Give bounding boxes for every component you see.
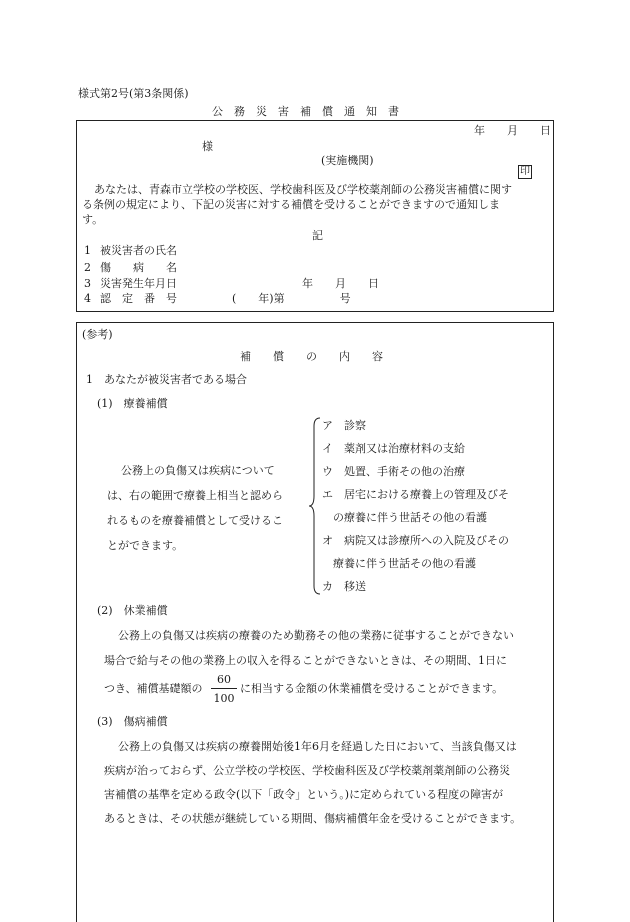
reference-label: (参考) xyxy=(82,328,113,341)
item-label: 傷 病 名 xyxy=(100,261,177,274)
sec1-list-item: の療養に伴う世話その他の看護 xyxy=(322,511,487,524)
notice-body-line1: あなたは、青森市立学校の学校医、学校歯科医及び学校薬剤師の公務災害補償に関す xyxy=(94,183,512,196)
item-label: 被災害者の氏名 xyxy=(100,244,177,257)
sec2-line: 公務上の負傷又は疾病の療養のため勤務その他の業務に従事することができない xyxy=(118,629,514,642)
sec1-left-line: 公務上の負傷又は疾病について xyxy=(121,464,275,477)
fraction-denominator: 100 xyxy=(213,692,235,705)
notice-date-line: 年 月 日 xyxy=(474,124,551,137)
sec1-list-item: エ 居宅における療養上の管理及びそ xyxy=(322,488,509,501)
sec3-line: 害補償の基準を定める政令(以下「政令」という。)に定められている程度の障害が xyxy=(104,788,504,801)
item-label: 災害発生年月日 xyxy=(100,277,177,290)
sec1-list-item: オ 病院又は診療所への入院及びその xyxy=(322,534,509,547)
item-no: 4 xyxy=(84,292,91,305)
curly-brace-icon xyxy=(308,416,322,596)
sec1-list-item: ウ 処置、手術その他の治療 xyxy=(322,465,465,478)
sec3-title: (3) 傷病補償 xyxy=(97,715,168,728)
addressee-suffix: 様 xyxy=(202,140,213,153)
reference-heading: 補 償 の 内 容 xyxy=(240,350,383,363)
sec2-line: つき、補償基礎額の xyxy=(104,682,203,695)
sec1-list-item: カ 移送 xyxy=(322,580,366,593)
sec2-title: (2) 休業補償 xyxy=(97,604,168,617)
item-value: ( 年)第 号 xyxy=(232,292,351,305)
item-no: 2 xyxy=(84,261,91,274)
sec1-title: (1) 療養補償 xyxy=(97,397,168,410)
sec1-list-item: ア 診察 xyxy=(322,419,366,432)
notice-body-line3: す。 xyxy=(82,213,104,226)
seal-mark: 印 xyxy=(520,166,530,177)
fraction-bar xyxy=(211,688,237,689)
form-label: 様式第2号(第3条関係) xyxy=(78,87,189,100)
ki-label: 記 xyxy=(312,229,323,242)
reference-box xyxy=(76,322,554,922)
item-no: 1 xyxy=(84,244,91,257)
sec3-line: 疾病が治っておらず、公立学校の学校医、学校歯科医及び学校薬剤薬剤師の公務災 xyxy=(104,764,511,777)
sec3-line: 公務上の負傷又は疾病の療養開始後1年6月を経過した日において、当該負傷又は xyxy=(118,740,517,753)
sec1-left-line: は、右の範囲で療養上相当と認めら xyxy=(107,489,283,502)
case1-heading: 1 あなたが被災害者である場合 xyxy=(86,373,247,386)
item-no: 3 xyxy=(84,277,91,290)
sec2-line: 場合で給与その他の業務上の収入を得ることができないときは、その期間、1日に xyxy=(104,654,507,667)
sec3-line: あるときは、その状態が継続している期間、傷病補償年金を受けることができます。 xyxy=(104,812,522,825)
issuer-label: (実施機関) xyxy=(321,154,374,167)
notice-body-line2: る条例の規定により、下記の災害に対する補償を受けることができますので通知しま xyxy=(82,198,500,211)
notice-title: 公 務 災 害 補 償 通 知 書 xyxy=(212,105,399,118)
sec1-left-line: とができます。 xyxy=(107,539,184,552)
item-value: 年 月 日 xyxy=(302,277,379,290)
item-label: 認 定 番 号 xyxy=(100,292,177,305)
sec2-line: に相当する金額の休業補償を受けることができます。 xyxy=(240,682,504,695)
fraction-numerator: 60 xyxy=(217,673,231,686)
sec1-list-item: イ 薬剤又は治療材料の支給 xyxy=(322,442,465,455)
sec1-list-item: 療養に伴う世話その他の看護 xyxy=(322,557,476,570)
sec1-left-line: れるものを療養補償として受けるこ xyxy=(107,514,283,527)
